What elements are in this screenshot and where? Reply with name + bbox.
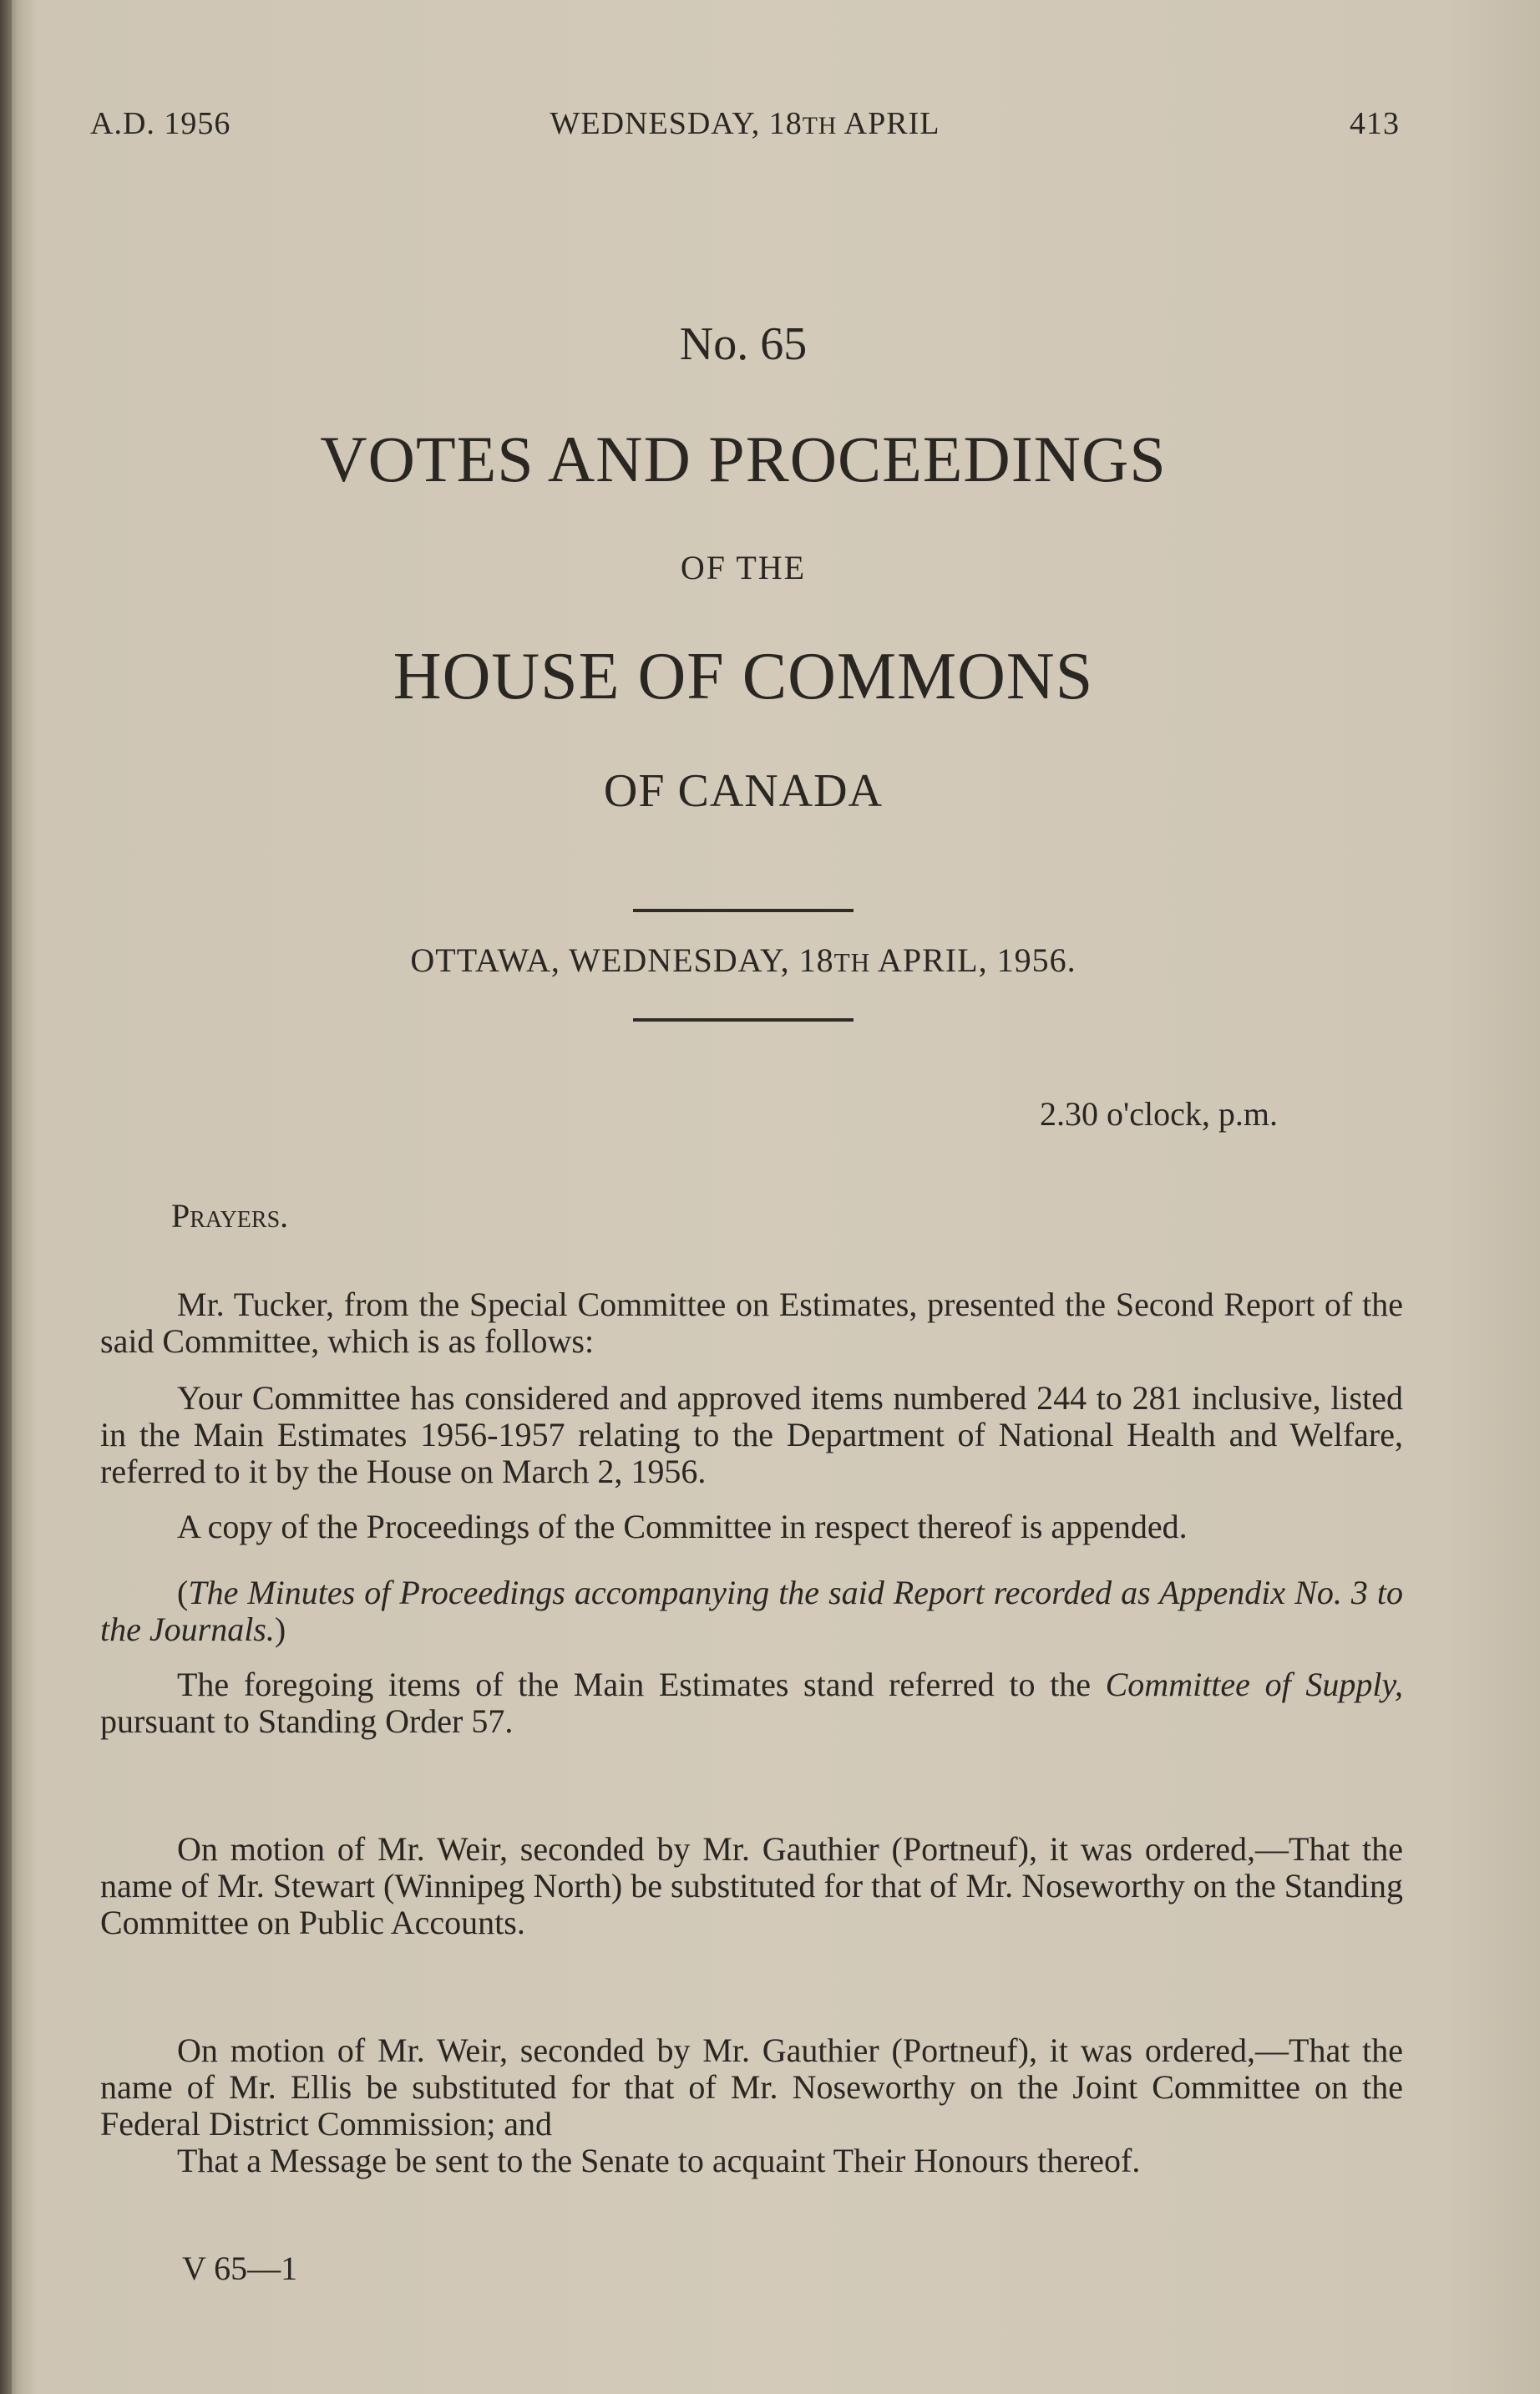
paragraph-motion-federal-district: On motion of Mr. Weir, seconded by Mr. Gauthier (Portneuf), it was ordered,—That the name of Mr. Ellis be substituted for that of Mr. Noseworthy on the Joint Committee on the Federal District Commission; and (100, 2031, 1403, 2143)
paragraph-copy-appended: A copy of the Proceedings of the Committee in respect thereof is appended. (177, 1508, 1188, 1545)
issue-number: No. 65 (679, 318, 808, 370)
page-number: 413 (1350, 106, 1400, 141)
title-house-of-commons: HOUSE OF COMMONS (393, 640, 1094, 713)
dateline: OTTAWA, WEDNESDAY, 18TH APRIL, 1956. (410, 941, 1076, 979)
paragraph-message-to-senate: That a Message be sent to the Senate to acquaint Their Honours thereof. (177, 2142, 1141, 2179)
paragraph-report-body: Your Committee has considered and approved items numbered 244 to 281 inclusive, listed in the Main Estimates 1956-1957 relating to the Department of National Health and Welfare, referred to it by the House on March 2, 1956. (100, 1379, 1403, 1490)
prayers-heading: Prayers. (171, 1197, 289, 1235)
title-of-canada: OF CANADA (603, 765, 884, 817)
title-of-the: OF THE (680, 549, 807, 586)
divider-bottom (633, 1018, 854, 1022)
paragraph-motion-public-accounts: On motion of Mr. Weir, seconded by Mr. Gauthier (Portneuf), it was ordered,—That the name of Mr. Stewart (Winnipeg North) be substituted for that of Mr. Noseworthy on the Standing Committee on Public Accounts. (100, 1830, 1403, 1941)
paragraph-committee-report: Mr. Tucker, from the Special Committee on Estimates, presented the Second Report of the said Committee, which is as follows: (100, 1286, 1403, 1360)
title-votes-and-proceedings: VOTES AND PROCEEDINGS (320, 423, 1167, 495)
sitting-time: 2.30 o'clock, p.m. (1040, 1095, 1278, 1133)
header-date: WEDNESDAY, 18TH APRIL (550, 106, 940, 141)
paragraph-appendix-note: (The Minutes of Proceedings accompanying the said Report recorded as Appendix No. 3 to the Journals.) (100, 1574, 1403, 1648)
divider-top (633, 909, 854, 912)
signature-mark: V 65—1 (182, 2249, 298, 2287)
paragraph-referred-items: The foregoing items of the Main Estimates stand referred to the Committee of Supply, pursuant to Standing Order 57. (100, 1666, 1403, 1740)
running-header (90, 105, 1400, 147)
header-year: A.D. 1956 (90, 106, 231, 141)
